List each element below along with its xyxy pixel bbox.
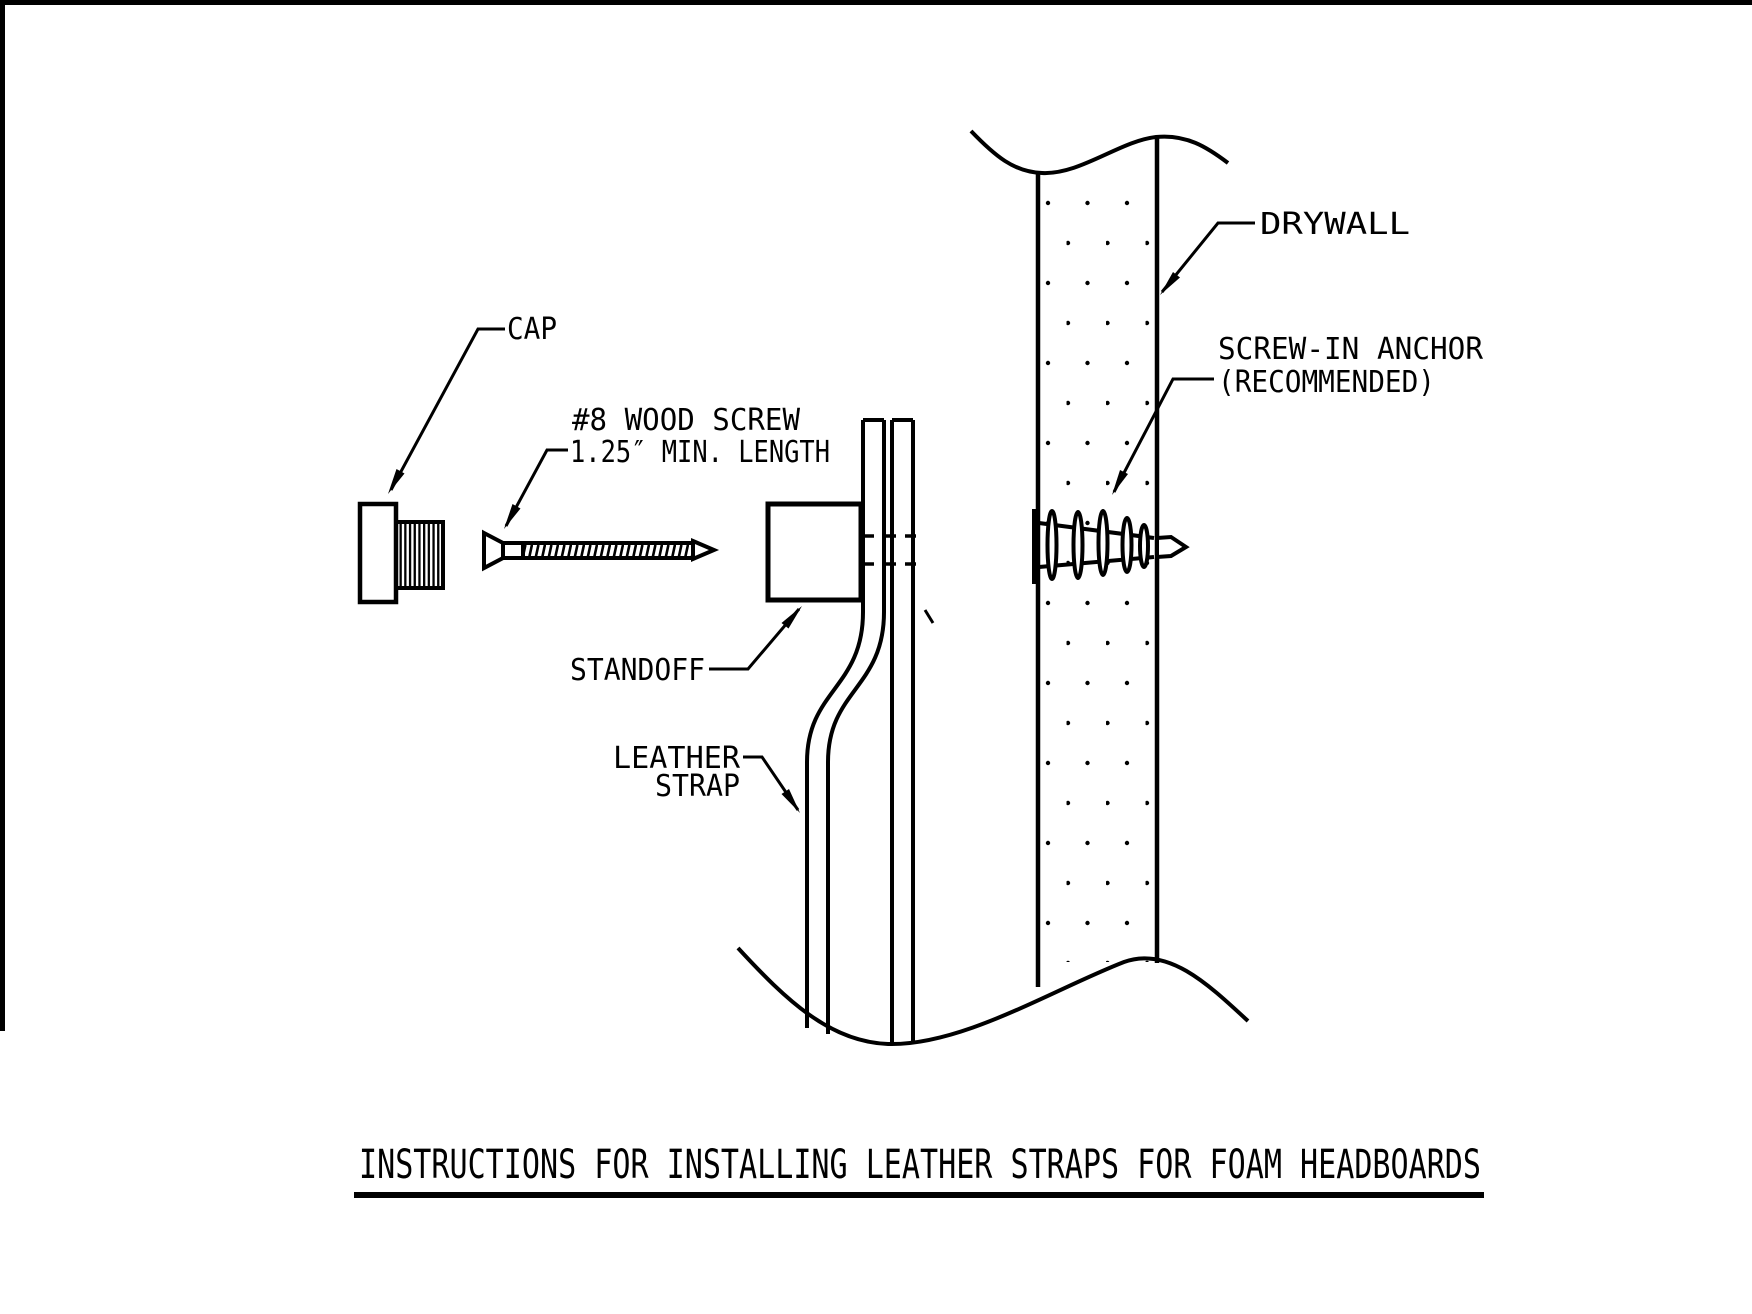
anchor-thread-1 <box>1048 511 1057 579</box>
anchor-label-line2: (RECOMMENDED) <box>1218 365 1435 400</box>
anchor-label-line1: SCREW-IN ANCHOR <box>1218 332 1484 367</box>
cap-arrowhead <box>388 469 405 494</box>
border-top-line <box>0 0 1752 5</box>
leather-strap-label-line2: STRAP <box>655 769 740 804</box>
anchor-thread-3 <box>1099 511 1108 575</box>
screw-shank <box>503 543 523 558</box>
drywall-leader-line <box>1162 223 1255 292</box>
leather-strap-label-line1: LEATHER <box>613 741 741 776</box>
drawing-title: INSTRUCTIONS FOR INSTALLING LEATHER STRAPS FOR FOAM HEADBOARDS <box>359 1142 1481 1188</box>
wood-screw-label-line2: 1.25″ MIN. LENGTH <box>570 435 830 470</box>
anchor-thread-5 <box>1140 525 1148 567</box>
callout-labels <box>507 207 1484 804</box>
wood-screw-arrowhead <box>504 504 521 529</box>
leather-strap-arrowhead <box>782 789 801 813</box>
cap-leader-line <box>391 329 505 490</box>
screw-head <box>484 533 503 568</box>
standoff-block <box>768 504 861 600</box>
screw-threads <box>523 543 693 558</box>
cap-drawing <box>360 504 443 602</box>
title-underline <box>354 1192 1484 1198</box>
drywall-top-break-line <box>971 131 1228 173</box>
wood-screw-drawing <box>484 533 714 568</box>
border-left-line <box>0 0 5 1031</box>
stray-tick-mark <box>925 610 933 623</box>
drywall-arrowhead <box>1160 272 1180 295</box>
cap-label: CAP <box>507 312 557 347</box>
anchor-thread-4 <box>1123 518 1132 572</box>
anchor-thread-2 <box>1074 512 1083 578</box>
drywall-label: DRYWALL <box>1260 207 1410 242</box>
bottom-break-line <box>738 948 1248 1044</box>
standoff-arrowhead <box>782 606 803 629</box>
title-block <box>354 1142 1484 1198</box>
anchor-tip <box>1157 537 1186 557</box>
standoff-leader-line <box>709 609 799 669</box>
hidden-screw-lines <box>861 536 916 564</box>
screw-tip <box>693 541 714 559</box>
drywall-stipple-fill <box>1041 176 1155 962</box>
standoff-label: STANDOFF <box>570 653 705 688</box>
cap-head <box>360 504 396 602</box>
wood-screw-label-line1: #8 WOOD SCREW <box>572 403 801 438</box>
cap-knurled-barrel <box>396 522 443 588</box>
